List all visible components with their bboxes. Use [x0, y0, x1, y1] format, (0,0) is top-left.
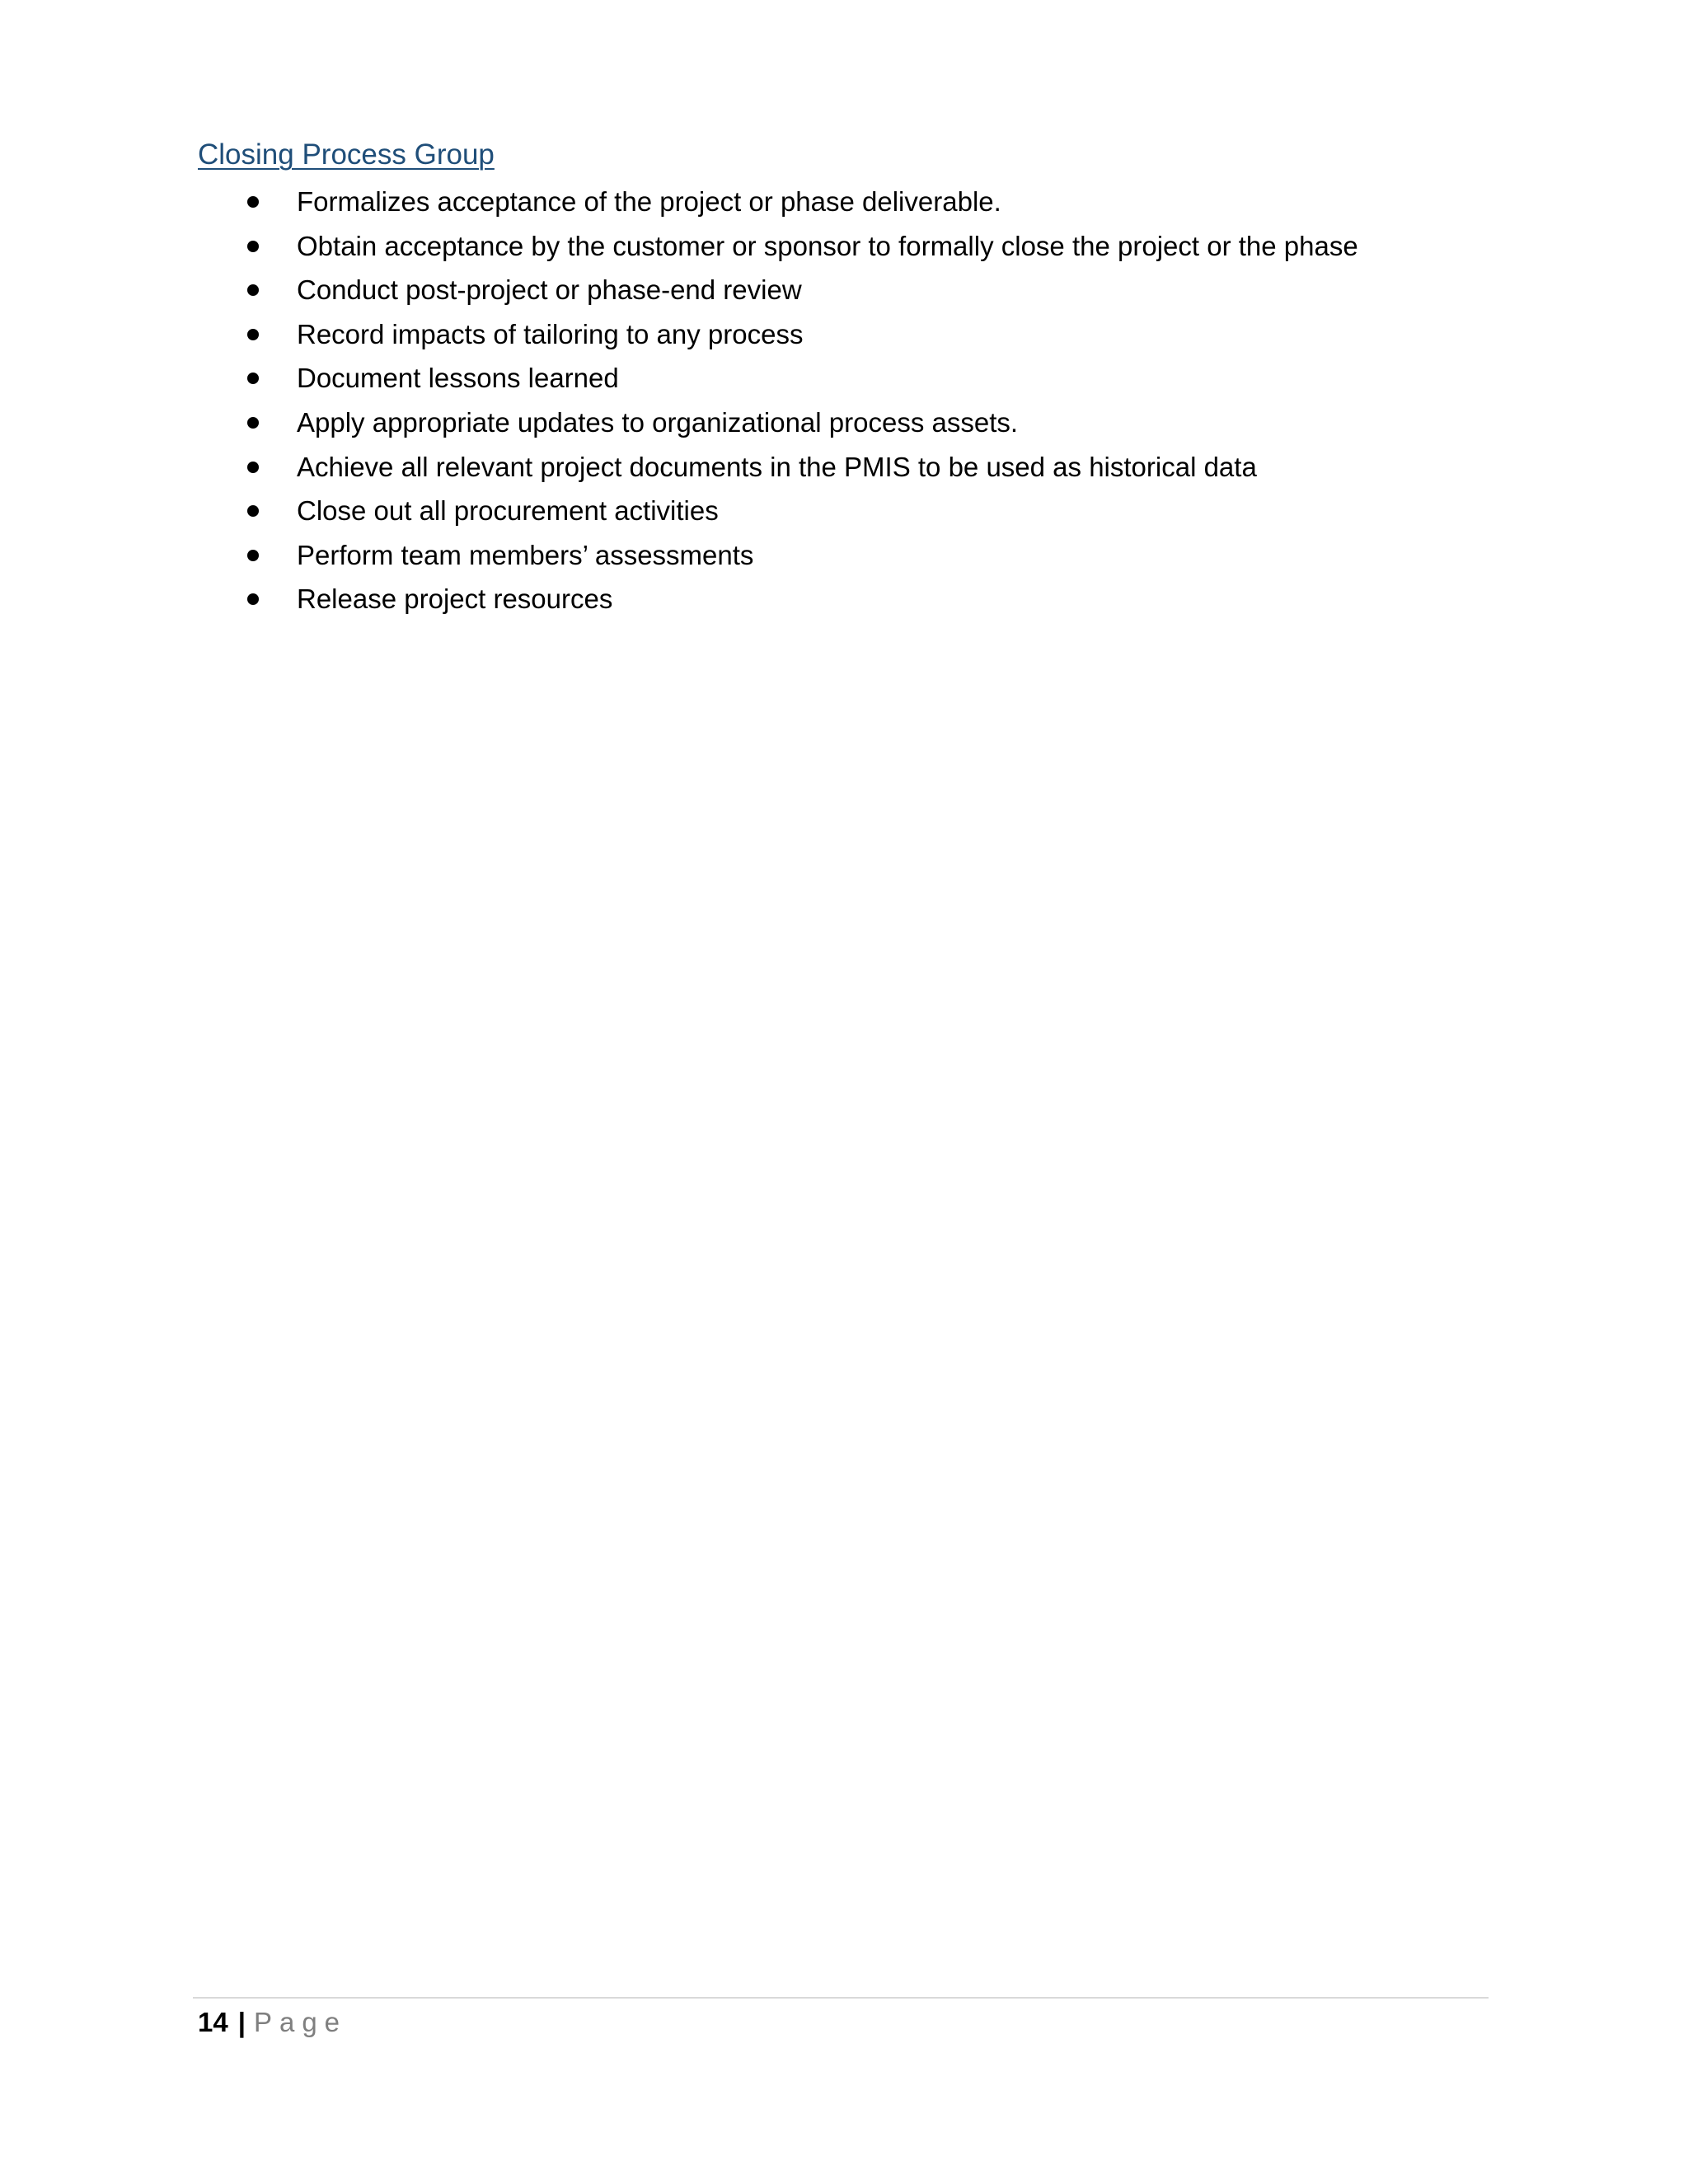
list-item-text: Perform team members’ assessments	[297, 539, 754, 570]
page-label: Page	[253, 2007, 348, 2037]
list-item-text: Release project resources	[297, 583, 613, 615]
page-footer	[198, 2003, 347, 2042]
list-item-text: Apply appropriate updates to organizational process assets.	[297, 406, 1019, 438]
list-item	[0, 401, 1688, 445]
list-item	[0, 577, 1688, 621]
footer-divider	[193, 1997, 1489, 1999]
list-item-text: Document lessons learned	[297, 363, 619, 394]
bullet-icon	[247, 329, 259, 340]
list-item-text: Obtain acceptance by the customer or sponsor to formally close the project or the phase	[297, 230, 1358, 261]
bullet-icon	[247, 284, 259, 296]
list-item	[0, 268, 1688, 312]
list-item-text: Conduct post-project or phase-end review	[297, 274, 802, 306]
bullet-icon	[247, 241, 259, 252]
list-item-text: Achieve all relevant project documents in the PMIS to be used as historical data	[297, 451, 1257, 482]
list-item	[0, 312, 1688, 357]
page-separator: |	[237, 2007, 246, 2037]
bullet-icon	[247, 505, 259, 517]
bullet-icon	[247, 550, 259, 561]
list-item	[0, 489, 1688, 533]
bullet-icon	[247, 417, 259, 429]
list-item	[0, 445, 1688, 490]
list-item	[0, 180, 1688, 224]
list-item	[0, 356, 1688, 401]
list-item	[0, 224, 1688, 269]
list-item	[0, 533, 1688, 578]
page-number: 14	[198, 2007, 228, 2037]
list-item-text: Formalizes acceptance of the project or phase deliverable.	[297, 186, 1001, 217]
bullet-list	[0, 180, 1688, 621]
section-heading: Closing Process Group	[198, 138, 495, 171]
bullet-icon	[247, 196, 259, 208]
bullet-icon	[247, 373, 259, 384]
list-item-text: Record impacts of tailoring to any process	[297, 318, 804, 349]
list-item-text: Close out all procurement activities	[297, 495, 719, 527]
bullet-icon	[247, 593, 259, 605]
bullet-icon	[247, 462, 259, 473]
